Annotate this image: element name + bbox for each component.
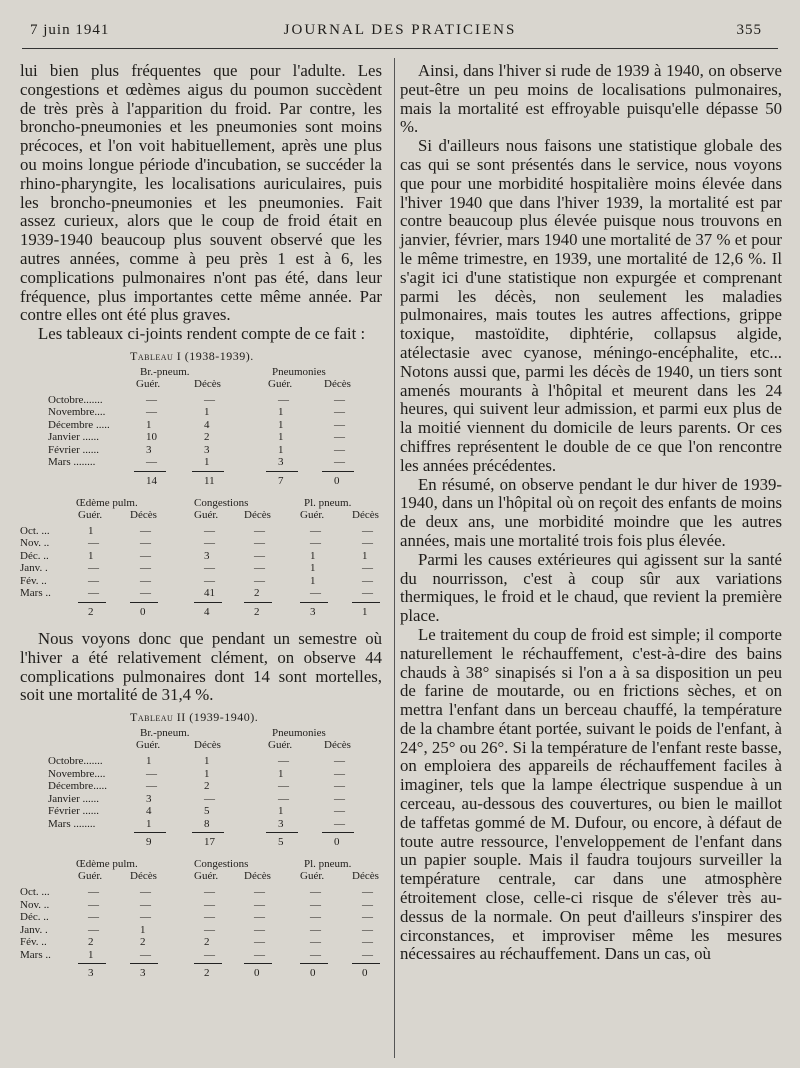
table-cell: — [362,923,373,936]
left-column [20,62,382,991]
table-cell: 2 [140,936,146,949]
table-cell: 3 [278,456,284,469]
table-total-cell: 2 [204,967,210,980]
table-cell: — [254,886,265,899]
table-row-label: Oct. ... [20,524,50,537]
table-cell: 3 [204,549,210,562]
table-cell: — [88,911,99,924]
left-paragraph-3: Nous voyons donc que pendant un semestre où l'hiver a été relativement clément, on observe 44 complications pulmonaires dont 14 sont mortelles, soit une mortalité de 31,4 %. [20,628,382,705]
table-cell: — [254,948,265,961]
table-column-header: Décès [352,870,379,883]
table-cell: — [88,587,99,600]
table-cell: 1 [310,549,316,562]
table-cell: — [278,792,289,805]
table-cell: 5 [204,805,210,818]
table-total-cell: 2 [88,605,94,618]
table-cell: 1 [204,406,210,419]
table-total-cell: 14 [146,474,157,487]
table-cell: — [362,524,373,537]
table-cell: — [254,537,265,550]
table-cell: — [88,562,99,575]
table-cell: 1 [140,923,146,936]
table-row-label: Janv. . [20,562,48,575]
right-paragraph-4: Parmi les causes extérieures qui agissent sur la santé du nourrisson, c'est à coup sûr aux variations thermiques, le froid et le chaud, que revient la première place. [400,549,782,626]
table-row-label: Mars .. [20,948,51,961]
table-total-cell: 5 [278,836,284,849]
table-cell: 1 [362,549,368,562]
table-cell: 1 [146,817,152,830]
table-cell: — [334,443,345,456]
table-total-rule [352,963,380,964]
table-cell: — [204,792,215,805]
table-cell: 1 [88,549,94,562]
table-cell: 41 [204,587,215,600]
table-group-header: Br.-pneum. [140,365,190,378]
table-total-rule [322,471,354,472]
table-group-header: Pneumonies [272,365,326,378]
table-cell: — [204,562,215,575]
table-column-header: Guér. [78,508,103,521]
table-cell: — [140,886,151,899]
table-row-label: Mars ........ [48,817,96,830]
table-total-rule [192,471,224,472]
table-cell: — [362,562,373,575]
table-column-header: Guér. [268,739,293,752]
table-cell: 1 [278,767,284,780]
table-cell: — [204,911,215,924]
table-cell: 3 [278,817,284,830]
table-cell: — [146,406,157,419]
table-total-cell: 0 [334,836,340,849]
table-total-rule [300,963,328,964]
table-cell: 1 [278,406,284,419]
left-paragraph-2: Les tableaux ci-joints rendent compte de ce fait : [38,324,366,344]
table-column-header: Décès [352,508,379,521]
table-row-label: Janvier ...... [48,431,100,444]
table-cell: 1 [204,755,210,768]
column-divider [394,58,395,1058]
table-row-label: Novembre.... [48,406,106,419]
table-cell: — [204,393,215,406]
table-cell: — [362,948,373,961]
table-total-rule [134,832,166,833]
table-cell: 2 [204,936,210,949]
header-rule [22,48,778,49]
table-cell: 1 [278,431,284,444]
table-cell: — [88,923,99,936]
table-cell: 3 [146,443,152,456]
table-total-cell: 4 [204,605,210,618]
table-column-header: Guér. [300,870,325,883]
table-cell: 1 [146,418,152,431]
table-row-label: Février ...... [48,805,100,818]
table-total-rule [244,602,272,603]
table-cell: — [254,923,265,936]
table-cell: — [334,817,345,830]
table-row-label: Octobre....... [48,755,103,768]
table-total-cell: 3 [310,605,316,618]
table-cell: 8 [204,817,210,830]
right-column [400,62,782,964]
table-column-header: Guér. [268,377,293,390]
table-cell: 1 [310,562,316,575]
table-cell: — [140,549,151,562]
table-cell: — [362,574,373,587]
table-cell: — [204,898,215,911]
table-total-rule [300,602,328,603]
table-cell: — [140,524,151,537]
table-group-header: Pl. pneum. [304,496,352,509]
table-total-cell: 17 [204,836,215,849]
table-cell: — [362,936,373,949]
table-total-rule [194,602,222,603]
table-cell: 2 [88,936,94,949]
table-column-header: Guér. [136,377,161,390]
table-group-header: Pneumonies [272,727,326,740]
table-cell: — [204,948,215,961]
table-cell: 2 [204,780,210,793]
table-row-label: Fév. .. [20,574,47,587]
table-total-cell: 2 [254,605,260,618]
table-row-label: Fév. .. [20,936,47,949]
table-cell: — [254,911,265,924]
table-column-header: Guér. [78,870,103,883]
table-total-rule [266,832,298,833]
table-cell: — [140,587,151,600]
table-group-header: Congestions [194,858,249,871]
table-total-cell: 0 [310,967,316,980]
table-cell: — [204,886,215,899]
table-cell: — [310,948,321,961]
table-cell: 10 [146,431,157,444]
table-total-rule [134,471,166,472]
table-cell: — [334,418,345,431]
right-paragraph-5: Le traitement du coup de froid est simple; il comporte naturellement le réchauffement, c'est-à-dire des bains chauds à 38° sinapisés si l'on a à sa disposition un peu de farine de moutarde, ou en frictions sèches, et on mettra l'enfant dans un berceau chauffé, la température de la chambre étant portée, suivant le poids de l'enfant, à 24°, 25° ou 26°. Si la température de l'enfant reste basse, on emploiera des appareils de réchauffement faciles à imaginer, tels que la lampe électrique suspendue à un cerceau, au-dessous des couvertures, ou bien le maillot de taffetas gommé de M. Dufour, ou encore, à défaut de toute autre ressource, l'enveloppement de l'enfant dans un papier souple. Mais il faudra toujours surveiller la température centrale, car dans une atmosphère étroitement close, celle-ci risque de s'élever très au-dessus de la normale. On peut d'ailleurs s'inspirer des circonstances, et improviser même les mesures nécessaires au réchauffement. Dans un cas, où [400,624,782,964]
table-cell: — [140,948,151,961]
table-column-header: Guér. [300,508,325,521]
table-row-label: Novembre.... [48,767,106,780]
table-column-header: Décès [130,870,157,883]
table-row-label: Octobre....... [48,393,103,406]
table-total-cell: 11 [204,474,215,487]
table-cell: — [204,537,215,550]
table-total-cell: 1 [362,605,368,618]
table-cell: — [362,911,373,924]
table-total-rule [322,832,354,833]
table-column-header: Décès [244,508,271,521]
table-column-header: Décès [244,870,271,883]
header-journal-title: JOURNAL DES PRATICIENS [283,22,517,38]
table-cell: — [362,898,373,911]
table-cell: — [334,755,345,768]
table-group-header: Œdème pulm. [76,858,138,871]
table-cell: 1 [278,418,284,431]
table-column-header: Décès [194,739,221,752]
table-group-header: Congestions [194,496,249,509]
table-cell: — [204,574,215,587]
table-cell: — [310,587,321,600]
page-header [30,18,770,44]
table-cell: — [88,898,99,911]
table-cell: 1 [310,574,316,587]
table-cell: — [310,936,321,949]
table-cell: — [254,574,265,587]
table-cell: — [146,767,157,780]
table-cell: — [310,911,321,924]
table-total-rule [130,602,158,603]
table-cell: — [146,780,157,793]
table-cell: — [140,574,151,587]
table-cell: 3 [204,443,210,456]
table-cell: — [140,898,151,911]
right-paragraph-1: Ainsi, dans l'hiver si rude de 1939 à 1940, on observe peut-être un peu moins de localisations pulmonaires, mais la mortalité est effroyable puisqu'elle dépasse 50 %. [400,61,782,137]
table-row-label: Déc. .. [20,549,49,562]
left-paragraph-1: lui bien plus fréquentes que pour l'adulte. Les congestions et œdèmes aigus du poumon succèdent de très près à l'apparition du froid. Par contre, les broncho-pneumonies et les pneumonies sont moins précoces, et l'on voit habituellement, après une plus ou moins longue période d'incubation, se succéder la rhino-pharyngite, les localisations auriculaires, puis les broncho-pneumonies et les pneumonies. Fait assez curieux, alors que le coup de froid était en 1939-1940 beaucoup plus souvent observé que les autres années, comme à peu près 1 est à 6, les complications pulmonaires n'ont pas été, dans leur fréquence, plus importantes cette même année. Par contre elles ont été plus graves. [20,61,382,325]
table-cell: 1 [146,755,152,768]
table-total-cell: 0 [334,474,340,487]
table-row-label: Décembre ..... [48,418,110,431]
table-cell: — [362,886,373,899]
right-paragraph-3: En résumé, on observe pendant le dur hiver de 1939-1940, dans un l'hôpital où on reçoit des enfants de moins de deux ans, une morbidité moindre que les autres années, mais une mortalité trois fois plus élevée. [400,474,782,550]
table-cell: — [278,393,289,406]
table-row-label: Février ...... [48,443,100,456]
table-cell: — [88,886,99,899]
table-cell: — [88,537,99,550]
table-cell: 1 [88,948,94,961]
table-cell: — [140,537,151,550]
table-total-rule [194,963,222,964]
table-column-header: Guér. [136,739,161,752]
table-cell: — [254,562,265,575]
table-cell: 4 [204,418,210,431]
table-cell: — [334,767,345,780]
table-1 [20,344,382,630]
table-column-header: Décès [194,377,221,390]
table-cell: — [310,886,321,899]
table-cell: — [204,524,215,537]
table-title: Tableau I (1938-1939). [130,348,254,363]
table-cell: — [88,574,99,587]
table-cell: — [254,898,265,911]
table-cell: 1 [278,443,284,456]
table-title: Tableau II (1939-1940). [130,710,259,725]
table-row-label: Mars .. [20,587,51,600]
table-cell: — [146,393,157,406]
table-cell: 4 [146,805,152,818]
table-row-label: Janvier ...... [48,792,100,805]
table-total-cell: 7 [278,474,284,487]
table-cell: — [310,537,321,550]
table-total-cell: 0 [362,967,368,980]
table-total-rule [266,471,298,472]
table-cell: — [334,792,345,805]
table-row-label: Déc. .. [20,911,49,924]
table-cell: — [334,805,345,818]
table-column-header: Décès [324,377,351,390]
table-cell: — [204,923,215,936]
table-column-header: Guér. [194,870,219,883]
header-page-number: 355 [736,22,762,38]
table-cell: — [334,780,345,793]
table-total-rule [352,602,380,603]
table-cell: — [362,537,373,550]
table-cell: — [310,923,321,936]
table-total-cell: 0 [254,967,260,980]
table-total-rule [192,832,224,833]
table-row-label: Nov. .. [20,898,50,911]
table-row-label: Nov. .. [20,537,50,550]
table-total-rule [130,963,158,964]
table-row-label: Janv. . [20,923,48,936]
table-cell: — [146,456,157,469]
table-total-cell: 9 [146,836,152,849]
table-total-cell: 3 [88,967,94,980]
table-cell: — [310,898,321,911]
table-cell: — [334,431,345,444]
table-total-cell: 3 [140,967,146,980]
table-cell: 1 [204,767,210,780]
table-total-rule [78,963,106,964]
table-row-label: Décembre..... [48,780,107,793]
table-column-header: Décès [324,739,351,752]
table-group-header: Pl. pneum. [304,858,352,871]
table-total-rule [244,963,272,964]
table-cell: 2 [204,431,210,444]
table-cell: — [334,456,345,469]
table-cell: — [310,524,321,537]
table-cell: — [334,393,345,406]
table-cell: 2 [254,587,260,600]
table-cell: — [334,406,345,419]
right-paragraph-2: Si d'ailleurs nous faisons une statistique globale des cas qui se sont présentés dans le service, nous voyons que pour une morbidité hospitalière moins élevée dans l'hiver 1940 que dans l'hiver 1939, la mortalité est par contre beaucoup plus élevée puisque nous trouvons en janvier, février, mars 1940 une mortalité de 37 % et pour le même trimestre, en 1939, une mortalité de 12,6 %. Il s'agit ici d'une statistique non expurgée et comprenant parmi les décès, non seulement les maladies pulmonaires, mais toutes les autres affections, grippe toxique, mastoïdite, diphtérie, collapsus algide, atélectasie avec cyanose, méningo-encéphalite, etc... Notons aussi que, parmi les décès de 1940, un tiers sont amenés mourants à l'hôpital et meurent dans les 24 heures, qui suivent leur admission, et parmi eux plus de la moitié viennent du domicile de leurs parents. Or ces chiffres représentent le double de ce que l'on rencontre les années précédentes. [400,136,782,475]
table-cell: 1 [204,456,210,469]
table-cell: 3 [146,792,152,805]
table-cell: — [140,562,151,575]
table-cell: — [254,936,265,949]
table-column-header: Décès [130,508,157,521]
table-cell: — [254,549,265,562]
table-2 [20,705,382,991]
table-group-header: Br.-pneum. [140,727,190,740]
table-cell: 1 [88,524,94,537]
table-row-label: Mars ........ [48,456,96,469]
table-cell: 1 [278,805,284,818]
table-cell: — [140,911,151,924]
table-column-header: Guér. [194,508,219,521]
table-cell: — [278,780,289,793]
table-row-label: Oct. ... [20,886,50,899]
table-cell: — [278,755,289,768]
table-cell: — [362,587,373,600]
header-date: 7 juin 1941 [30,22,110,38]
table-total-rule [78,602,106,603]
table-cell: — [254,524,265,537]
table-total-cell: 0 [140,605,146,618]
table-group-header: Œdème pulm. [76,496,138,509]
